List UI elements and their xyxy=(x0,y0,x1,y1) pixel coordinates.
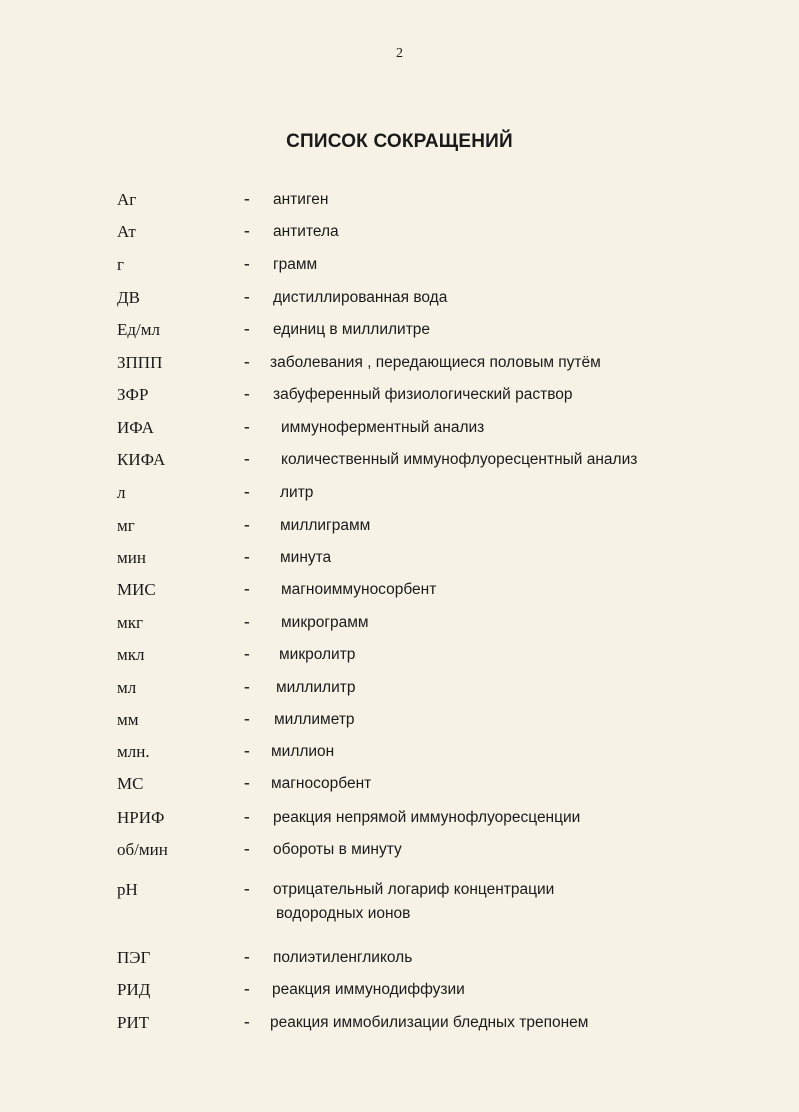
abbreviation-definition-continued: водородных ионов xyxy=(276,905,411,922)
separator-dash: - xyxy=(244,352,250,371)
separator-dash: - xyxy=(244,773,250,792)
abbreviation-term: г xyxy=(117,255,124,274)
abbreviation-definition: полиэтиленгликоль xyxy=(273,949,413,966)
separator-dash: - xyxy=(244,947,250,966)
abbreviation-definition: миллиметр xyxy=(274,711,355,728)
abbreviation-definition: антитела xyxy=(273,223,339,240)
separator-dash: - xyxy=(244,417,250,436)
abbreviation-definition: реакция непрямой иммунофлуоресценции xyxy=(273,809,581,826)
separator-dash: - xyxy=(244,839,250,858)
abbreviation-term: Ед/мл xyxy=(117,320,160,339)
abbreviation-term: мин xyxy=(117,548,146,567)
separator-dash: - xyxy=(244,221,250,240)
abbreviation-definition: магносорбент xyxy=(271,775,372,792)
abbreviation-term: РИД xyxy=(117,980,151,999)
abbreviation-term: Ат xyxy=(117,222,136,241)
separator-dash: - xyxy=(244,189,250,208)
abbreviation-definition: антиген xyxy=(273,191,329,208)
separator-dash: - xyxy=(244,879,250,898)
separator-dash: - xyxy=(244,384,250,403)
abbreviation-term: об/мин xyxy=(117,840,168,859)
separator-dash: - xyxy=(244,1012,250,1031)
abbreviation-term: мг xyxy=(117,516,135,535)
separator-dash: - xyxy=(244,644,250,663)
abbreviation-definition: миллион xyxy=(271,743,335,760)
abbreviation-definition: грамм xyxy=(273,256,318,273)
separator-dash: - xyxy=(244,254,250,273)
abbreviation-term: л xyxy=(117,483,126,502)
abbreviation-term: ЗППП xyxy=(117,353,163,372)
abbreviation-term: мкг xyxy=(117,613,143,632)
abbreviation-term: НРИФ xyxy=(117,808,165,827)
abbreviation-definition: заболевания , передающиеся половым путём xyxy=(270,354,601,371)
abbreviation-definition: отрицательный логариф концентрации xyxy=(273,881,555,898)
abbreviation-definition: миллиграмм xyxy=(280,517,371,534)
abbreviation-definition: реакция иммунодиффузии xyxy=(272,981,465,998)
separator-dash: - xyxy=(244,449,250,468)
abbreviation-definition: литр xyxy=(280,484,314,501)
abbreviation-term: pH xyxy=(117,880,138,899)
separator-dash: - xyxy=(244,709,250,728)
separator-dash: - xyxy=(244,547,250,566)
abbreviation-definition: дистиллированная вода xyxy=(273,289,448,306)
abbreviation-term: ПЭГ xyxy=(117,948,151,967)
abbreviation-definition: микрограмм xyxy=(281,614,369,631)
separator-dash: - xyxy=(244,807,250,826)
separator-dash: - xyxy=(244,677,250,696)
page-title: СПИСОК СОКРАЩЕНИЙ xyxy=(286,131,513,152)
abbreviation-term: МС xyxy=(117,774,144,793)
abbreviation-definition: реакция иммобилизации бледных трепонем xyxy=(270,1014,589,1031)
abbreviation-definition: миллилитр xyxy=(276,679,356,696)
separator-dash: - xyxy=(244,515,250,534)
separator-dash: - xyxy=(244,741,250,760)
abbreviation-definition: забуференный физиологический раствор xyxy=(273,386,573,403)
abbreviation-term: ЗФР xyxy=(117,385,149,404)
separator-dash: - xyxy=(244,979,250,998)
abbreviation-definition: минута xyxy=(280,549,332,566)
page-number: 2 xyxy=(396,46,403,61)
abbreviation-definition: единиц в миллилитре xyxy=(273,321,431,338)
separator-dash: - xyxy=(244,319,250,338)
abbreviation-term: мл xyxy=(117,678,137,697)
abbreviation-term: мкл xyxy=(117,645,145,664)
abbreviation-term: РИТ xyxy=(117,1013,150,1032)
abbreviation-definition: количественный иммунофлуоресцентный анализ xyxy=(281,451,638,468)
separator-dash: - xyxy=(244,579,250,598)
abbreviation-definition: микролитр xyxy=(279,646,356,663)
abbreviation-definition: магноиммуносорбент xyxy=(281,581,437,598)
abbreviation-term: млн. xyxy=(117,742,150,761)
abbreviation-term: МИС xyxy=(117,580,156,599)
abbreviation-definition: обороты в минуту xyxy=(273,841,402,858)
abbreviation-term: Аг xyxy=(117,190,137,209)
abbreviation-term: ИФА xyxy=(117,418,154,437)
separator-dash: - xyxy=(244,287,250,306)
separator-dash: - xyxy=(244,482,250,501)
abbreviation-term: ДВ xyxy=(117,288,140,307)
abbreviation-term: КИФА xyxy=(117,450,166,469)
abbreviation-definition: иммуноферментный анализ xyxy=(281,419,485,436)
abbreviation-term: мм xyxy=(117,710,139,729)
separator-dash: - xyxy=(244,612,250,631)
